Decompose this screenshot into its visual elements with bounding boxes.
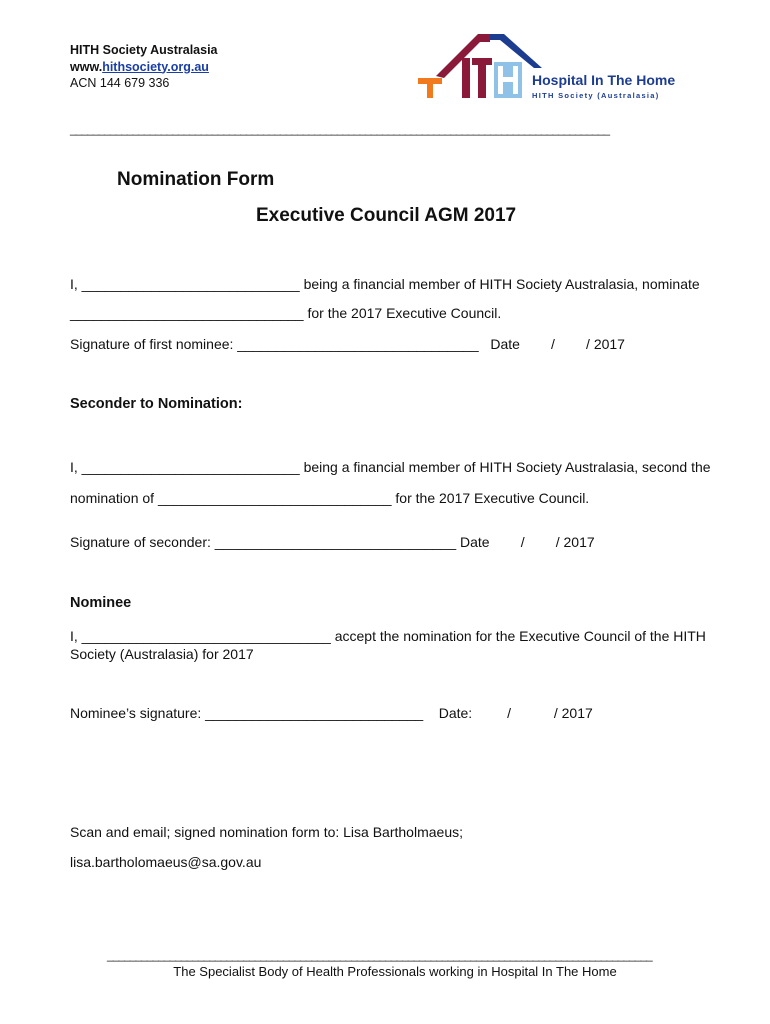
- logo-orange-t: [418, 78, 442, 98]
- footer-rule: ________________________________________________________________________________________________: [107, 948, 652, 962]
- org-block: [70, 42, 218, 92]
- nominee-signature-line: Nominee’s signature: ____________________________ Date: / / 2017: [70, 705, 593, 721]
- logo-name: Hospital In The Home: [532, 72, 676, 88]
- footer-text: The Specialist Body of Health Professionals working in Hospital In The Home: [173, 964, 617, 979]
- form-title: Nomination Form: [117, 169, 275, 190]
- seconder-line-1: I, ____________________________ being a financial member of HITH Society Australasia, second the: [70, 459, 711, 475]
- website: [70, 59, 218, 76]
- website-link[interactable]: hithsociety.org.au: [102, 59, 209, 74]
- nomination-line-2: ______________________________ for the 2017 Executive Council.: [70, 305, 502, 321]
- seconder-line-2: nomination of ______________________________ for the 2017 Executive Council.: [70, 490, 590, 506]
- form-subtitle: Executive Council AGM 2017: [256, 205, 517, 226]
- nominee-line-2: Society (Australasia) for 2017: [70, 646, 254, 662]
- nominee-line-1: I, ________________________________ accept the nomination for the Executive Council of the HITH: [70, 628, 706, 644]
- org-name: HITH Society Australasia: [70, 43, 218, 57]
- nominee-heading: Nominee: [70, 595, 132, 611]
- hith-logo: [416, 28, 686, 104]
- logo-t-stem: [478, 58, 486, 98]
- website-prefix: www.: [70, 59, 103, 74]
- submit-instructions: Scan and email; signed nomination form to: Lisa Bartholmaeus;: [70, 824, 463, 840]
- nomination-signature-line: Signature of first nominee: _______________________________ Date / / 2017: [70, 336, 625, 352]
- seconder-heading: Seconder to Nomination:: [70, 396, 243, 412]
- logo-i: [462, 58, 470, 98]
- acn-number: ACN 144 679 336: [70, 76, 170, 90]
- logo-tagline: HITH Society (Australasia): [532, 91, 660, 100]
- header-rule: _______________________________________________________________________________________________: [70, 122, 610, 136]
- seconder-signature-line: Signature of seconder: _______________________________ Date / / 2017: [70, 534, 595, 550]
- submit-email: lisa.bartholomaeus@sa.gov.au: [70, 854, 262, 870]
- nomination-line-1: I, ____________________________ being a financial member of HITH Society Australasia, nominate: [70, 276, 700, 292]
